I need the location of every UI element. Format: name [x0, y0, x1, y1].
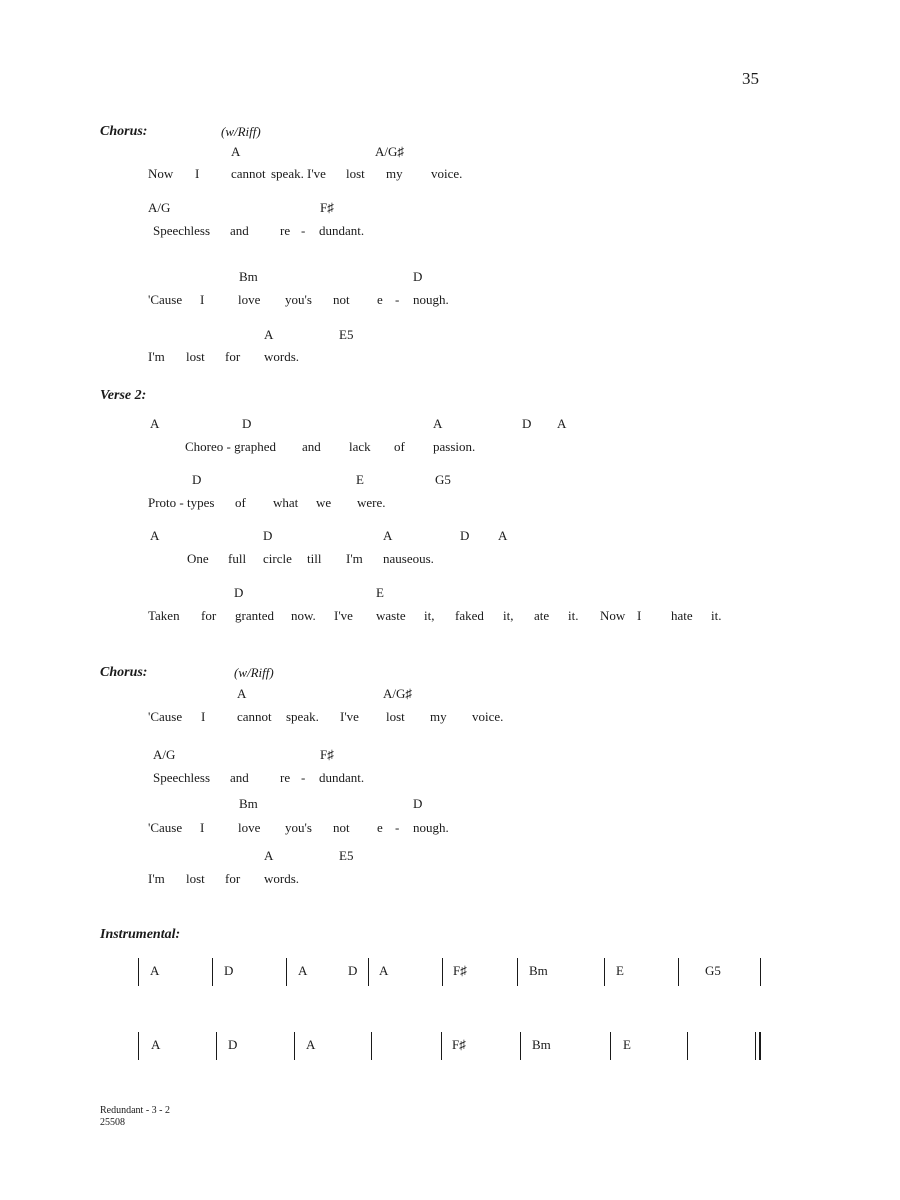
chord-symbol: G5: [435, 472, 451, 487]
lyric-word: speak.: [271, 166, 304, 181]
final-barline-thick: [759, 1032, 761, 1060]
section-heading-chorus: Chorus:: [100, 665, 148, 680]
lyric-word: Now: [148, 166, 174, 181]
lyric-word: we: [316, 495, 332, 510]
chord-symbol: D: [263, 528, 273, 543]
lyric-word: my: [386, 166, 403, 181]
chord-symbol: A: [379, 963, 389, 978]
lyric-word: voice.: [431, 166, 463, 181]
chord-symbol: A: [264, 327, 274, 342]
lyric-word: dundant.: [319, 223, 365, 238]
chord-symbol: A/G♯: [375, 144, 404, 159]
lyric-word: 'Cause: [148, 292, 183, 307]
barline: [687, 1032, 688, 1060]
chord-symbol: D: [348, 963, 358, 978]
lyric-word: for: [201, 608, 217, 623]
lyric-word: and: [230, 223, 249, 238]
lyric-word: faked: [455, 608, 484, 623]
chord-symbol: Bm: [239, 796, 258, 811]
chord-symbol: A: [306, 1037, 316, 1052]
chord-symbol: A/G: [148, 200, 171, 215]
section-heading-chorus: Chorus:: [100, 124, 148, 139]
chord-symbol: D: [234, 585, 244, 600]
chord-symbol: A: [150, 416, 160, 431]
chord-symbol: A/G: [153, 747, 176, 762]
final-barline-thin: [755, 1032, 756, 1060]
lyric-word: I: [637, 608, 642, 623]
lyric-word: e: [377, 292, 383, 307]
footer-title: Redundant - 3 - 2: [100, 1105, 170, 1116]
barline: [760, 958, 761, 986]
lyric-word: ate: [534, 608, 550, 623]
lyric-word: lost: [186, 871, 205, 886]
lyric-word: I've: [340, 709, 359, 724]
barline: [216, 1032, 217, 1060]
chord-symbol: Bm: [532, 1037, 551, 1052]
lyric-word: lack: [349, 439, 371, 454]
barline: [441, 1032, 442, 1060]
chord-symbol: F♯: [453, 963, 467, 978]
lyric-word: granted: [235, 608, 274, 623]
page-number: 35: [742, 69, 759, 88]
lyric-word: cannot: [231, 166, 266, 181]
lyric-word: I'm: [346, 551, 363, 566]
lyric-word: what: [273, 495, 299, 510]
lyric-word: I'm: [148, 871, 165, 886]
chord-symbol: A: [151, 1037, 161, 1052]
chord-symbol: E: [356, 472, 364, 487]
lyric-word: passion.: [433, 439, 476, 454]
barline: [678, 958, 679, 986]
barline: [371, 1032, 372, 1060]
lyric-word: 'Cause: [148, 820, 183, 835]
chord-symbol: D: [522, 416, 532, 431]
lyric-word: -: [395, 292, 400, 307]
lyric-word: for: [225, 349, 241, 364]
lyric-word: re: [280, 770, 291, 785]
lyric-word: I: [195, 166, 200, 181]
riff-annotation: (w/Riff): [234, 665, 274, 680]
chord-symbol: D: [192, 472, 202, 487]
lyric-word: One: [187, 551, 209, 566]
lyric-word: nough.: [413, 292, 449, 307]
lyric-word: it,: [503, 608, 514, 623]
lyric-word: you's: [285, 820, 312, 835]
lyric-word: lost: [386, 709, 405, 724]
lyric-word: Speechless: [153, 770, 211, 785]
lyric-word: -: [395, 820, 400, 835]
barline: [212, 958, 213, 986]
lyric-word: for: [225, 871, 241, 886]
lyric-word: not: [333, 292, 350, 307]
lyric-word: I'm: [148, 349, 165, 364]
chord-symbol: A: [150, 528, 160, 543]
chord-symbol: A: [237, 686, 247, 701]
lyric-word: dundant.: [319, 770, 365, 785]
lyric-word: Choreo - graphed: [185, 439, 276, 454]
lyric-word: circle: [263, 551, 292, 566]
lyric-word: waste: [376, 608, 406, 623]
chord-symbol: D: [413, 796, 423, 811]
chord-symbol: A: [383, 528, 393, 543]
chord-symbol: E: [376, 585, 384, 600]
lyric-word: you's: [285, 292, 312, 307]
lyric-word: it.: [711, 608, 722, 623]
chord-symbol: E: [623, 1037, 631, 1052]
lyric-word: Now: [600, 608, 626, 623]
riff-annotation: (w/Riff): [221, 124, 261, 139]
chord-symbol: A/G♯: [383, 686, 412, 701]
barline: [138, 1032, 139, 1060]
lyric-word: I've: [307, 166, 326, 181]
barline: [294, 1032, 295, 1060]
lyric-word: of: [235, 495, 246, 510]
barline: [517, 958, 518, 986]
lyric-word: were.: [357, 495, 386, 510]
lyric-word: till: [307, 551, 322, 566]
lyric-word: I: [200, 292, 205, 307]
chord-symbol: F♯: [452, 1037, 466, 1052]
lyric-word: it.: [568, 608, 579, 623]
footer-code: 25508: [100, 1117, 125, 1128]
chord-symbol: A: [150, 963, 160, 978]
lyric-word: cannot: [237, 709, 272, 724]
lyric-word: now.: [291, 608, 316, 623]
chord-symbol: D: [413, 269, 423, 284]
barline: [138, 958, 139, 986]
chord-symbol: A: [498, 528, 508, 543]
barline: [610, 1032, 611, 1060]
lyric-word: -: [301, 223, 306, 238]
lyric-word: Speechless: [153, 223, 211, 238]
section-heading-verse: Verse 2:: [100, 388, 147, 403]
lyric-word: full: [228, 551, 247, 566]
chord-symbol: A: [298, 963, 308, 978]
lyric-word: I've: [334, 608, 353, 623]
lyric-word: words.: [264, 871, 300, 886]
lyric-word: speak.: [286, 709, 319, 724]
lyric-word: I: [200, 820, 205, 835]
lyric-word: Taken: [148, 608, 180, 623]
lyric-word: e: [377, 820, 383, 835]
lyric-word: voice.: [472, 709, 504, 724]
chord-symbol: E5: [339, 848, 354, 863]
lyric-word: and: [230, 770, 249, 785]
lyric-word: love: [238, 292, 261, 307]
lyric-word: -: [301, 770, 306, 785]
lyric-word: re: [280, 223, 291, 238]
lyric-word: lost: [186, 349, 205, 364]
section-heading-instrumental: Instrumental:: [100, 927, 181, 942]
lyric-word: my: [430, 709, 447, 724]
chord-symbol: D: [224, 963, 234, 978]
chord-symbol: A: [264, 848, 274, 863]
lyric-word: not: [333, 820, 350, 835]
barline: [604, 958, 605, 986]
chord-symbol: E: [616, 963, 624, 978]
chord-symbol: Bm: [239, 269, 258, 284]
chord-symbol: D: [460, 528, 470, 543]
lyric-word: it,: [424, 608, 435, 623]
lyric-word: love: [238, 820, 261, 835]
barline: [368, 958, 369, 986]
chord-symbol: F♯: [320, 200, 334, 215]
barline: [442, 958, 443, 986]
chord-symbol: A: [433, 416, 443, 431]
chord-symbol: Bm: [529, 963, 548, 978]
lyric-word: words.: [264, 349, 300, 364]
lyric-word: and: [302, 439, 321, 454]
chord-symbol: D: [242, 416, 252, 431]
chord-symbol: F♯: [320, 747, 334, 762]
barline: [520, 1032, 521, 1060]
lyric-word: nough.: [413, 820, 449, 835]
chord-symbol: G5: [705, 963, 721, 978]
lyric-word: 'Cause: [148, 709, 183, 724]
chord-symbol: A: [231, 144, 241, 159]
chord-symbol: D: [228, 1037, 238, 1052]
lyric-word: of: [394, 439, 405, 454]
lyric-word: I: [201, 709, 206, 724]
barline: [286, 958, 287, 986]
lyric-word: lost: [346, 166, 365, 181]
lyric-word: hate: [671, 608, 693, 623]
chord-symbol: E5: [339, 327, 354, 342]
lyric-word: nauseous.: [383, 551, 434, 566]
chord-symbol: A: [557, 416, 567, 431]
lyric-word: Proto - types: [148, 495, 215, 510]
